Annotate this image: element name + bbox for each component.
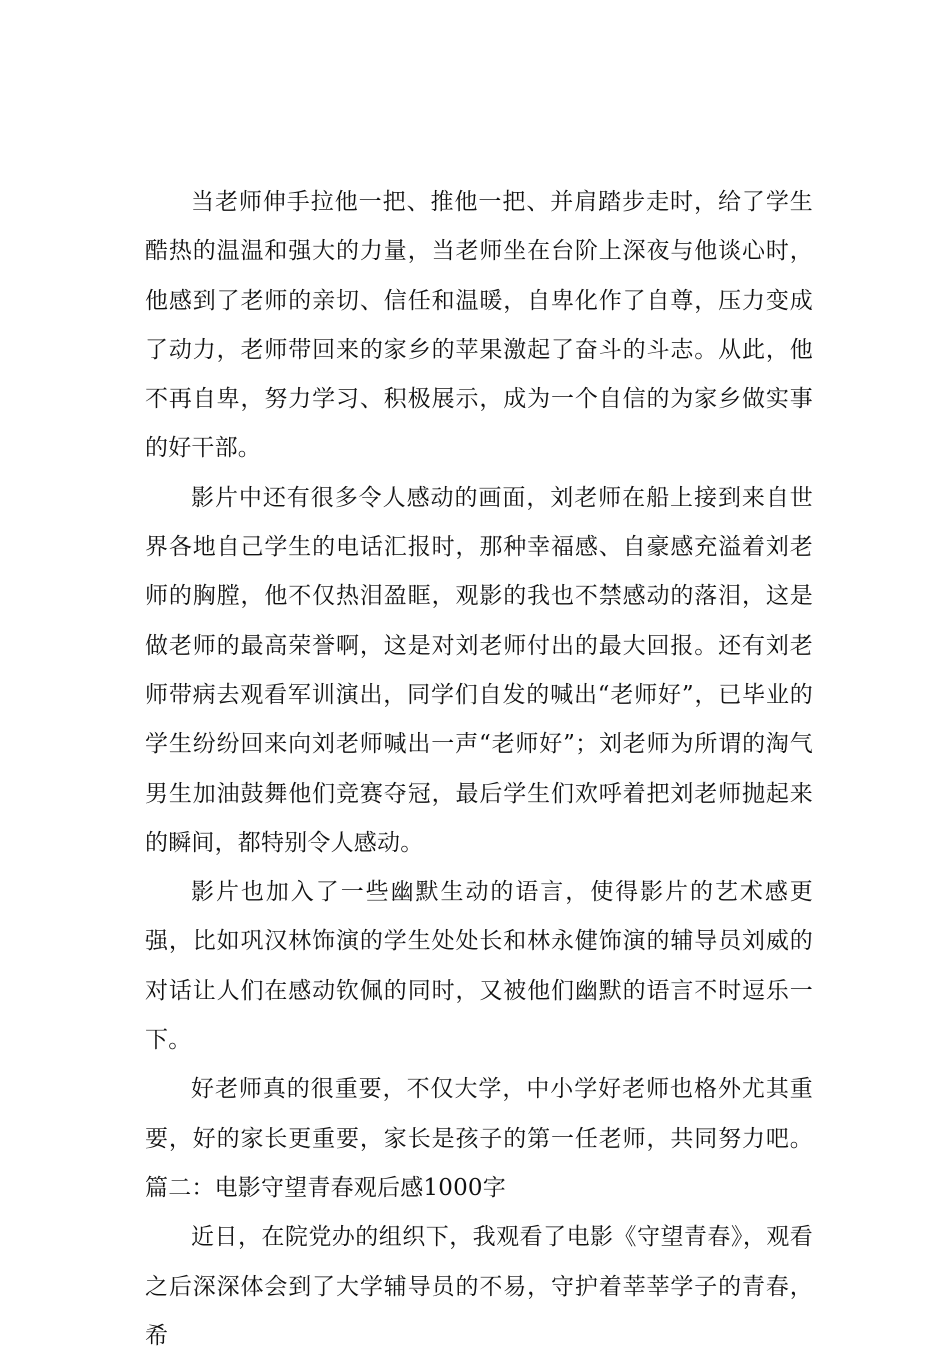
paragraph-5: 近日，在院党办的组织下，我观看了电影《守望青春》，观看之后深深体会到了大学辅导员的不易，守护着莘莘学子的青春，希 <box>145 1224 813 1349</box>
paragraph-1: 当老师伸手拉他一把、推他一把、并肩踏步走时，给了学生酷热的温温和强大的力量，当老师坐在台阶上深夜与他谈心时，他感到了老师的亲切、信任和温暖，自卑化作了自尊，压力变成了动力，老师带回来的家乡的苹果激起了奋斗的斗志。从此，他不再自卑，努力学习、积极展示，成为一个自信的为家乡做实事的好干部。 <box>145 189 813 462</box>
paragraph-2: 影片中还有很多令人感动的画面，刘老师在船上接到来自世界各地自己学生的电话汇报时，那种幸福感、自豪感充溢着刘老师的胸膛，他不仅热泪盈眶，观影的我也不禁感动的落泪，这是做老师的最高荣誉啊，这是对刘老师付出的最大回报。还有刘老师带病去观看军训演出，同学们自发的喊出“老师好”，已毕业的学生纷纷回来向刘老师喊出一声“老师好”；刘老师为所谓的淘气男生加油鼓舞他们竞赛夺冠，最后学生们欢呼着把刘老师抛起来的瞬间，都特别令人感动。 <box>145 484 813 856</box>
document-body <box>145 178 813 1361</box>
paragraph-3: 影片也加入了一些幽默生动的语言，使得影片的艺术感更强，比如巩汉林饰演的学生处处长和林永健饰演的辅导员刘威的对话让人们在感动钦佩的同时，又被他们幽默的语言不时逗乐一下。 <box>145 879 813 1054</box>
paragraph-4: 好老师真的很重要，不仅大学，中小学好老师也格外尤其重要，好的家长更重要，家长是孩子的第一任老师，共同努力吧。篇二：电影守望青春观后感1000字 <box>145 1076 813 1201</box>
